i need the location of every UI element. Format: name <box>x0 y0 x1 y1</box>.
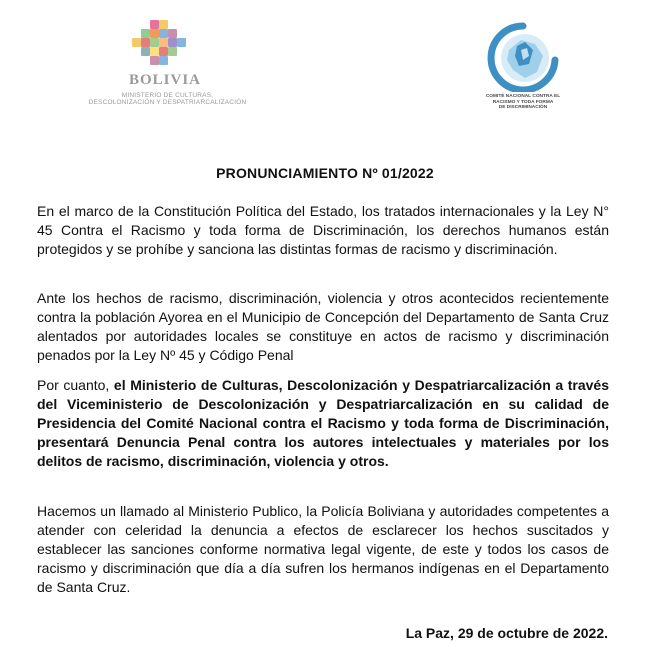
ministry-name: MINISTERIO DE CULTURAS, DESCOLONIZACIÓN Y DESPATRIARCALIZACIÓN <box>88 92 247 106</box>
committee-name: COMITÉ NACIONAL CONTRA EL RACISMO Y TODA FORMA DE DISCRIMINACIÓN <box>485 94 561 111</box>
ministry-logo <box>80 12 255 112</box>
bolivia-wordmark: BOLIVIA <box>128 72 202 88</box>
paragraph-denuncia-lead: Por cuanto, <box>37 377 114 393</box>
paragraph-facts: Ante los hechos de racismo, discriminación, violencia y otros acontecidos recientemente contra la población Ayorea en el Municipio de Concepción del Departamento de Santa Cruz alentados por autoridades locales se constituye en actos de racismo y discriminación penados por la Ley Nº 45 y Código Penal <box>37 290 609 363</box>
bolivia-mosaic-icon <box>128 20 188 72</box>
paragraph-denuncia-bold: el Ministerio de Culturas, Descolonización y Despatriarcalización a través del Viceministerio de Descolonización y Despatriarcalización en su calidad de Presidencia del Comité Nacional contra el Racismo y toda forma de Discriminación, presentará Denuncia Penal contra los autores intelectuales y materiales por los delitos de racismo, discriminación, violencia y otros. <box>37 377 609 469</box>
paragraph-denuncia <box>37 376 609 471</box>
document-title: PRONUNCIAMIENTO Nº 01/2022 <box>216 165 434 181</box>
committee-logo <box>475 16 585 116</box>
place-and-date: La Paz, 29 de octubre de 2022. <box>405 625 608 641</box>
paragraph-legal-framework: En el marco de la Constitución Política del Estado, los tratados internacionales y la Ley N° 45 Contra el Racismo y toda forma de Discriminación, los derechos humanos están protegidos y se prohíbe y sanciona las distintas formas de racismo y discriminación. <box>37 203 609 257</box>
paragraph-call-to-action: Hacemos un llamado al Ministerio Publico, la Policía Boliviana y autoridades competentes a atender con celeridad la denuncia a efectos de esclarecer los hechos suscitados y establecer las sanciones conforme normativa legal vigente, de este y todos los casos de racismo y discriminación que día a día sufren los hermanos indígenas en el Departamento de Santa Cruz. <box>37 503 609 595</box>
committee-seal-icon <box>485 20 561 92</box>
